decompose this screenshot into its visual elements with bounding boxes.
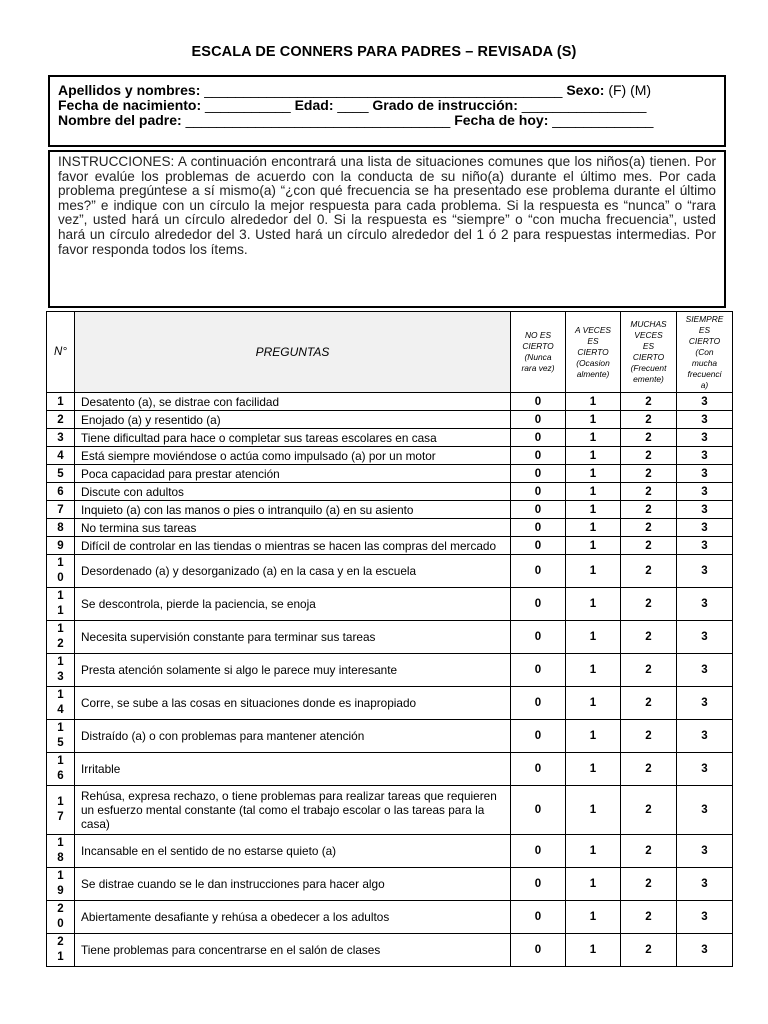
row-number: 1 0 — [47, 555, 75, 588]
answer-option-0[interactable]: 0 — [511, 654, 566, 687]
birthdate-field[interactable]: ___________ — [205, 97, 291, 113]
questions-body — [47, 393, 733, 967]
question-text: Desatento (a), se distrae con facilidad — [75, 393, 511, 411]
table-row — [47, 621, 733, 654]
parent-name-label: Nombre del padre: — [58, 112, 182, 128]
row-number: 1 7 — [47, 786, 75, 835]
table-row — [47, 555, 733, 588]
table-row — [47, 537, 733, 555]
identification-line-1 — [58, 82, 651, 98]
answer-option-2[interactable]: 2 — [621, 720, 677, 753]
name-label: Apellidos y nombres: — [58, 82, 201, 98]
answer-option-3[interactable]: 3 — [677, 654, 733, 687]
age-label: Edad: — [294, 97, 334, 113]
today-date-field[interactable]: _____________ — [552, 112, 654, 128]
answer-option-1[interactable]: 1 — [566, 483, 621, 501]
answer-option-2[interactable]: 2 — [621, 868, 677, 901]
table-row — [47, 465, 733, 483]
question-text: Distraído (a) o con problemas para mantener atención — [75, 720, 511, 753]
question-text: Presta atención solamente si algo le parece muy interesante — [75, 654, 511, 687]
answer-option-0[interactable]: 0 — [511, 537, 566, 555]
table-row — [47, 720, 733, 753]
answer-option-3[interactable]: 3 — [677, 835, 733, 868]
answer-option-0[interactable]: 0 — [511, 588, 566, 621]
answer-option-0[interactable]: 0 — [511, 835, 566, 868]
answer-option-1[interactable]: 1 — [566, 835, 621, 868]
row-number: 7 — [47, 501, 75, 519]
row-number: 4 — [47, 447, 75, 465]
header-option-1: A VECES ES CIERTO (Ocasion almente) — [566, 312, 621, 393]
answer-option-3[interactable]: 3 — [677, 483, 733, 501]
answer-option-3[interactable]: 3 — [677, 393, 733, 411]
answer-option-0[interactable]: 0 — [511, 720, 566, 753]
question-text: Enojado (a) y resentido (a) — [75, 411, 511, 429]
table-row — [47, 868, 733, 901]
answer-option-3[interactable]: 3 — [677, 934, 733, 967]
answer-option-2[interactable]: 2 — [621, 934, 677, 967]
answer-option-3[interactable]: 3 — [677, 588, 733, 621]
answer-option-1[interactable]: 1 — [566, 720, 621, 753]
answer-option-2[interactable]: 2 — [621, 429, 677, 447]
answer-option-0[interactable]: 0 — [511, 483, 566, 501]
answer-option-2[interactable]: 2 — [621, 753, 677, 786]
answer-option-3[interactable]: 3 — [677, 786, 733, 835]
table-row — [47, 687, 733, 720]
parent-name-field[interactable]: __________________________________ — [185, 112, 451, 128]
answer-option-1[interactable]: 1 — [566, 411, 621, 429]
answer-option-0[interactable]: 0 — [511, 753, 566, 786]
question-text: Corre, se sube a las cosas en situaciones donde es inapropiado — [75, 687, 511, 720]
answer-option-2[interactable]: 2 — [621, 555, 677, 588]
answer-option-1[interactable]: 1 — [566, 588, 621, 621]
answer-option-1[interactable]: 1 — [566, 753, 621, 786]
sex-options[interactable]: (F) (M) — [608, 82, 652, 98]
answer-option-1[interactable]: 1 — [566, 621, 621, 654]
table-row — [47, 447, 733, 465]
header-questions: PREGUNTAS — [75, 312, 511, 393]
instructions-text: INSTRUCCIONES: A continuación encontrará una lista de situaciones comunes que los niños(a) tienen. Por favor evalúe los problemas de acuerdo con la conducta de su niño(a) durante el último mes. Por cada problema pregúntese a sí mismo(a) “¿con qué frecuencia se ha presentado ese problema durante el último mes?” e indique con un círculo la mejor respuesta para cada problema. Si la respuesta es “nunca” o “rara vez”, usted hará un círculo alrededor del 0. Si la respuesta es “siempre” o “con mucha frecuencia”, usted hará un círculo alrededor del 3. Usted hará un círculo alrededor del 1 ó 2 para respuestas intermedias. Por favor responda todos los ítems. — [58, 154, 716, 257]
answer-option-2[interactable]: 2 — [621, 447, 677, 465]
row-number: 2 1 — [47, 934, 75, 967]
row-number: 5 — [47, 465, 75, 483]
answer-option-2[interactable]: 2 — [621, 519, 677, 537]
answer-option-0[interactable]: 0 — [511, 868, 566, 901]
question-text: Discute con adultos — [75, 483, 511, 501]
answer-option-1[interactable]: 1 — [566, 465, 621, 483]
identification-line-2 — [58, 97, 646, 113]
answer-option-1[interactable]: 1 — [566, 501, 621, 519]
table-row — [47, 934, 733, 967]
row-number: 1 2 — [47, 621, 75, 654]
answer-option-2[interactable]: 2 — [621, 393, 677, 411]
row-number: 1 9 — [47, 868, 75, 901]
answer-option-3[interactable]: 3 — [677, 537, 733, 555]
question-text: Desordenado (a) y desorganizado (a) en la casa y en la escuela — [75, 555, 511, 588]
answer-option-3[interactable]: 3 — [677, 429, 733, 447]
question-text: Se descontrola, pierde la paciencia, se enoja — [75, 588, 511, 621]
answer-option-3[interactable]: 3 — [677, 465, 733, 483]
answer-option-2[interactable]: 2 — [621, 654, 677, 687]
row-number: 3 — [47, 429, 75, 447]
answer-option-1[interactable]: 1 — [566, 868, 621, 901]
table-row — [47, 519, 733, 537]
page-title: ESCALA DE CONNERS PARA PADRES – REVISADA (S) — [191, 44, 577, 60]
header-option-3: SIEMPRE ES CIERTO (Con mucha frecuenci a) — [677, 312, 733, 393]
answer-option-1[interactable]: 1 — [566, 447, 621, 465]
birthdate-label: Fecha de nacimiento: — [58, 97, 202, 113]
table-row — [47, 786, 733, 835]
answer-option-1[interactable]: 1 — [566, 519, 621, 537]
question-text: Tiene dificultad para hace o completar sus tareas escolares en casa — [75, 429, 511, 447]
answer-option-3[interactable]: 3 — [677, 753, 733, 786]
answer-option-3[interactable]: 3 — [677, 621, 733, 654]
question-text: Necesita supervisión constante para terminar sus tareas — [75, 621, 511, 654]
table-row — [47, 411, 733, 429]
row-number: 1 5 — [47, 720, 75, 753]
question-text: Está siempre moviéndose o actúa como impulsado (a) por un motor — [75, 447, 511, 465]
answer-option-0[interactable]: 0 — [511, 901, 566, 934]
identification-line-3 — [58, 112, 653, 128]
answer-option-1[interactable]: 1 — [566, 934, 621, 967]
answer-option-2[interactable]: 2 — [621, 537, 677, 555]
answer-option-0[interactable]: 0 — [511, 429, 566, 447]
sex-label: Sexo: — [566, 82, 605, 98]
answer-option-1[interactable]: 1 — [566, 687, 621, 720]
answer-option-0[interactable]: 0 — [511, 786, 566, 835]
table-header-row — [47, 312, 733, 393]
answer-option-1[interactable]: 1 — [566, 429, 621, 447]
question-text: Abiertamente desafiante y rehúsa a obedecer a los adultos — [75, 901, 511, 934]
identification-box — [48, 75, 726, 147]
table-row — [47, 393, 733, 411]
grade-field[interactable]: ________________ — [521, 97, 647, 113]
row-number: 1 1 — [47, 588, 75, 621]
answer-option-2[interactable]: 2 — [621, 501, 677, 519]
row-number: 1 4 — [47, 687, 75, 720]
answer-option-1[interactable]: 1 — [566, 555, 621, 588]
answer-option-3[interactable]: 3 — [677, 901, 733, 934]
row-number: 1 8 — [47, 835, 75, 868]
question-text: Inquieto (a) con las manos o pies o intranquilo (a) en su asiento — [75, 501, 511, 519]
answer-option-0[interactable]: 0 — [511, 465, 566, 483]
row-number: 9 — [47, 537, 75, 555]
name-field[interactable]: ______________________________________________ — [204, 82, 563, 98]
today-date-label: Fecha de hoy: — [454, 112, 549, 128]
answer-option-2[interactable]: 2 — [621, 835, 677, 868]
question-text: Difícil de controlar en las tiendas o mientras se hacen las compras del mercado — [75, 537, 511, 555]
table-row — [47, 901, 733, 934]
question-text: Rehúsa, expresa rechazo, o tiene problemas para realizar tareas que requieren un esfuerzo mental constante (tal como el trabajo escolar o las tareas para la casa) — [75, 786, 511, 835]
answer-option-2[interactable]: 2 — [621, 687, 677, 720]
question-text: Irritable — [75, 753, 511, 786]
question-text: Incansable en el sentido de no estarse quieto (a) — [75, 835, 511, 868]
answer-option-3[interactable]: 3 — [677, 720, 733, 753]
header-option-2: MUCHAS VECES ES CIERTO (Frecuent emente) — [621, 312, 677, 393]
question-text: Se distrae cuando se le dan instrucciones para hacer algo — [75, 868, 511, 901]
answer-option-0[interactable]: 0 — [511, 687, 566, 720]
answer-option-0[interactable]: 0 — [511, 934, 566, 967]
table-row — [47, 501, 733, 519]
question-text: Tiene problemas para concentrarse en el salón de clases — [75, 934, 511, 967]
answer-option-0[interactable]: 0 — [511, 393, 566, 411]
answer-option-1[interactable]: 1 — [566, 393, 621, 411]
table-row — [47, 483, 733, 501]
table-row — [47, 835, 733, 868]
answer-option-2[interactable]: 2 — [621, 786, 677, 835]
answer-option-0[interactable]: 0 — [511, 555, 566, 588]
answer-option-3[interactable]: 3 — [677, 687, 733, 720]
header-number: N° — [47, 312, 75, 393]
table-row — [47, 654, 733, 687]
answer-option-3[interactable]: 3 — [677, 519, 733, 537]
row-number: 1 6 — [47, 753, 75, 786]
answer-option-2[interactable]: 2 — [621, 483, 677, 501]
grade-label: Grado de instrucción: — [372, 97, 518, 113]
table-row — [47, 429, 733, 447]
answer-option-3[interactable]: 3 — [677, 501, 733, 519]
row-number: 2 0 — [47, 901, 75, 934]
answer-option-1[interactable]: 1 — [566, 537, 621, 555]
row-number: 1 — [47, 393, 75, 411]
answer-option-3[interactable]: 3 — [677, 868, 733, 901]
answer-option-0[interactable]: 0 — [511, 519, 566, 537]
row-number: 6 — [47, 483, 75, 501]
question-text: Poca capacidad para prestar atención — [75, 465, 511, 483]
row-number: 8 — [47, 519, 75, 537]
instructions-box — [48, 150, 726, 308]
answer-option-0[interactable]: 0 — [511, 411, 566, 429]
question-text: No termina sus tareas — [75, 519, 511, 537]
answer-option-2[interactable]: 2 — [621, 411, 677, 429]
answer-option-3[interactable]: 3 — [677, 447, 733, 465]
answer-option-2[interactable]: 2 — [621, 621, 677, 654]
answer-option-3[interactable]: 3 — [677, 555, 733, 588]
table-row — [47, 588, 733, 621]
answer-option-1[interactable]: 1 — [566, 786, 621, 835]
age-field[interactable]: ____ — [337, 97, 369, 113]
answer-option-2[interactable]: 2 — [621, 588, 677, 621]
answer-option-1[interactable]: 1 — [566, 654, 621, 687]
answer-option-0[interactable]: 0 — [511, 447, 566, 465]
answer-option-2[interactable]: 2 — [621, 901, 677, 934]
answer-option-3[interactable]: 3 — [677, 411, 733, 429]
header-option-0: NO ES CIERTO (Nunca rara vez) — [511, 312, 566, 393]
table-row — [47, 753, 733, 786]
row-number: 2 — [47, 411, 75, 429]
answer-option-1[interactable]: 1 — [566, 901, 621, 934]
answer-option-0[interactable]: 0 — [511, 621, 566, 654]
questions-table — [46, 311, 733, 967]
row-number: 1 3 — [47, 654, 75, 687]
answer-option-0[interactable]: 0 — [511, 501, 566, 519]
answer-option-2[interactable]: 2 — [621, 465, 677, 483]
